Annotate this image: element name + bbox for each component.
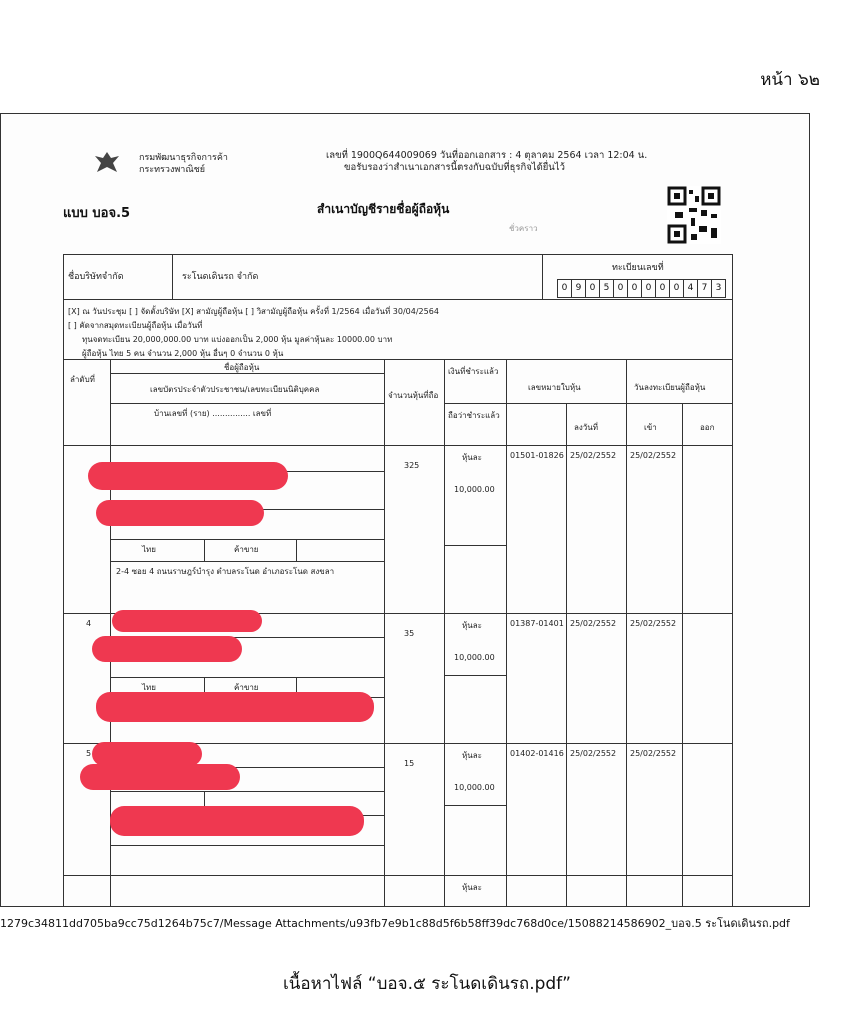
registration-number-boxes [558, 279, 726, 296]
row-paid-value: 10,000.00 [454, 485, 495, 494]
row-cert-date: 25/02/2552 [570, 451, 617, 460]
registration-digit: 0 [669, 279, 684, 298]
company-name: ระโนดเดินรถ จำกัด [182, 272, 259, 282]
col-end: ออก [700, 423, 715, 432]
redaction-mark [92, 636, 242, 662]
redaction-mark [96, 500, 264, 526]
page-number: หน้า ๖๒ [760, 70, 820, 90]
file-path: 1279c34811dd705ba9cc75d1264b75c7/Message Attachments/u93fb7e9b1c88d5f6b58ff39dc768d0ce/15088214586902_บอจ.5 ระโนดเดินรถ.pdf [0, 917, 790, 930]
row-address: 2-4 ซอย 4 ถนนราษฎร์บำรุง ตำบลระโนด อำเภอระโนด สงขลา [116, 567, 335, 576]
meeting-options: [X] ณ วันประชุม [ ] จัดตั้งบริษัท [X] สามัญผู้ถือหุ้น [ ] วิสามัญผู้ถือหุ้น ครั้งที่ 1/2564 เมื่อวันที่ 30/04/2564 [68, 307, 439, 316]
registration-digit: 5 [599, 279, 614, 298]
registration-digit: 9 [571, 279, 586, 298]
qr-code-icon [667, 186, 721, 244]
row-shares: 325 [404, 461, 420, 470]
capital-line: ทุนจดทะเบียน 20,000,000.00 บาท แบ่งออกเป็น 2,000 หุ้น มูลค่าหุ้นละ 10000.00 บาท [82, 335, 393, 344]
row-occupation: ค้าขาย [234, 545, 259, 554]
redaction-mark [96, 692, 374, 722]
redaction-mark [92, 742, 202, 766]
registration-digit: 7 [697, 279, 712, 298]
redaction-mark [112, 610, 262, 632]
redaction-mark [80, 764, 240, 790]
col-shares: จำนวนหุ้นที่ถือ [388, 391, 439, 400]
row-cert-number: 01501-01826 [510, 451, 564, 460]
col-holder: ชื่อผู้ถือหุ้น [224, 363, 260, 372]
col-cert: เลขหมายใบหุ้น [528, 383, 581, 392]
row-register-date: 25/02/2552 [630, 749, 677, 758]
row-paid-label: หุ้นละ [462, 883, 482, 892]
row-shares: 35 [404, 629, 415, 638]
col-no: ลำดับที่ [70, 375, 95, 384]
row-cert-number: 01402-01416 [510, 749, 564, 758]
row-register-date: 25/02/2552 [630, 619, 677, 628]
reference-header [326, 150, 647, 174]
registration-digit: 0 [613, 279, 628, 298]
file-caption: เนื้อหาไฟล์ “บอจ.๕ ระโนดเดินรถ.pdf” [283, 974, 571, 994]
col-start: เข้า [644, 423, 657, 432]
department-line-1: กรมพัฒนาธุรกิจการค้า [139, 153, 228, 163]
redaction-mark [88, 462, 288, 490]
registration-digit: 0 [627, 279, 642, 298]
holders-line: ผู้ถือหุ้น ไทย 5 คน จำนวน 2,000 หุ้น อื่นๆ 0 จำนวน 0 หุ้น [82, 349, 284, 358]
form-code: แบบ บอจ.5 [63, 206, 131, 221]
row-paid-label: หุ้นละ [462, 751, 482, 760]
row-paid-label: หุ้นละ [462, 453, 482, 462]
register-option: [ ] คัดจากสมุดทะเบียนผู้ถือหุ้น เมื่อวันที่ [68, 321, 203, 330]
row-shares: 15 [404, 759, 415, 768]
company-label: ชื่อบริษัทจำกัด [68, 272, 124, 282]
garuda-emblem-icon [93, 150, 121, 176]
reference-line-1: เลขที่ 1900Q644009069 วันที่ออกเอกสาร : 4 ตุลาคม 2564 เวลา 12:04 น. [326, 150, 648, 161]
row-cert-date: 25/02/2552 [570, 749, 617, 758]
registration-digit: 0 [557, 279, 572, 298]
registration-digit: 0 [585, 279, 600, 298]
col-address: บ้านเลขที่ (ราย) ............... เลขที่ [154, 409, 272, 418]
department-header [139, 152, 228, 176]
redaction-mark [110, 806, 364, 836]
col-paid: เงินที่ชำระแล้ว [448, 367, 499, 376]
row-occupation: ค้าขาย [234, 683, 259, 692]
row-cert-number: 01387-01401 [510, 619, 564, 628]
registration-digit: 0 [655, 279, 670, 298]
row-paid-value: 10,000.00 [454, 653, 495, 662]
row-nationality: ไทย [142, 683, 156, 692]
row-register-date: 25/02/2552 [630, 451, 677, 460]
row-number: 4 [86, 619, 92, 628]
col-register: วันลงทะเบียนผู้ถือหุ้น [634, 383, 706, 392]
col-holder-sub: เลขบัตรประจำตัวประชาชน/เลขทะเบียนนิติบุคคล [150, 385, 320, 394]
row-paid-value: 10,000.00 [454, 783, 495, 792]
reference-line-2: ขอรับรองว่าสำเนาเอกสารนี้ตรงกับฉบับที่ธุรกิจได้ยื่นไว้ [344, 162, 565, 173]
row-paid-label: หุ้นละ [462, 621, 482, 630]
row-number: 5 [86, 749, 92, 758]
department-line-2: กระทรวงพาณิชย์ [139, 165, 206, 175]
registration-label: ทะเบียนเลขที่ [612, 263, 664, 273]
row-nationality: ไทย [142, 545, 156, 554]
registration-digit: 3 [711, 279, 726, 298]
col-paid-2: ถือว่าชำระแล้ว [448, 411, 500, 420]
document-title: สำเนาบัญชีรายชื่อผู้ถือหุ้น [317, 202, 450, 216]
registration-digit: 0 [641, 279, 656, 298]
row-cert-date: 25/02/2552 [570, 619, 617, 628]
registration-digit: 4 [683, 279, 698, 298]
faint-stamp: ชั่วคราว [509, 224, 538, 233]
col-cert-date: ลงวันที่ [574, 423, 599, 432]
